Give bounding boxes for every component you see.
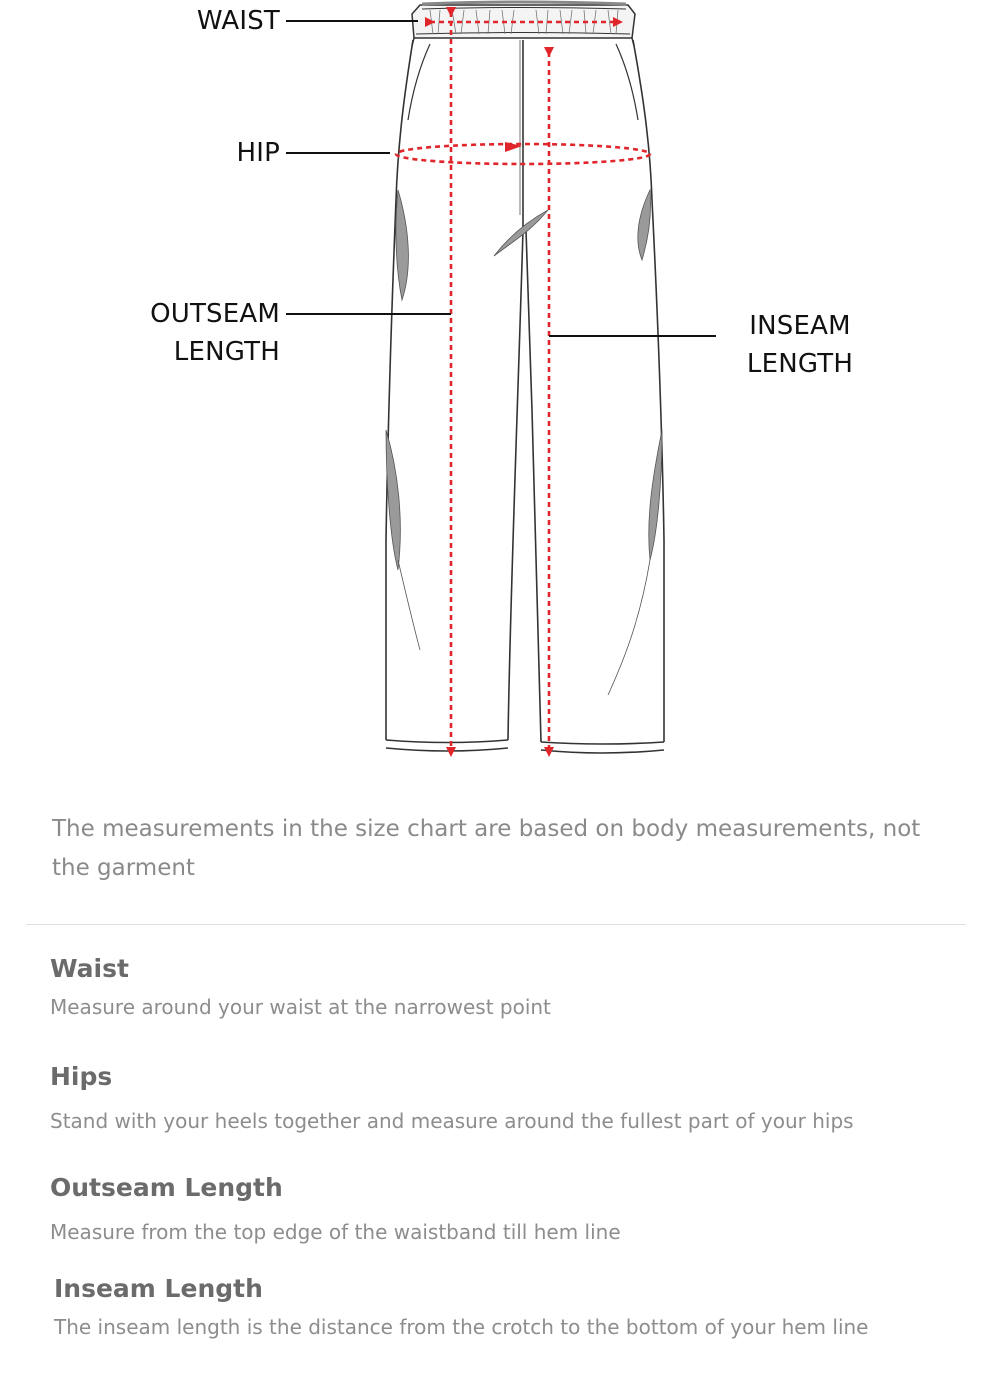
guide-description: Measure from the top edge of the waistband till hem line	[50, 1220, 621, 1244]
inseam-label	[720, 307, 880, 383]
outseam-label-line2: LENGTH	[173, 337, 280, 367]
outseam-label	[100, 295, 280, 371]
guide-item-outseam	[50, 1171, 970, 1247]
guide-item-inseam	[54, 1272, 974, 1342]
fold-lines	[398, 560, 650, 695]
guide-title: Outseam Length	[50, 1173, 283, 1202]
section-divider	[26, 924, 966, 925]
waistband	[412, 2, 635, 46]
guide-description: Stand with your heels together and measure around the fullest part of your hips	[50, 1109, 854, 1133]
inseam-label-line2: LENGTH	[746, 349, 854, 379]
pants-shading	[386, 190, 662, 570]
guide-title: Waist	[50, 954, 129, 983]
waist-label: WAIST	[196, 6, 280, 36]
guide-title: Inseam Length	[54, 1274, 263, 1303]
inseam-label-line1: INSEAM	[749, 311, 851, 341]
guide-item-waist	[50, 952, 970, 1022]
outseam-label-line1: OUTSEAM	[150, 299, 280, 329]
guide-item-hips	[50, 1060, 970, 1136]
hip-label: HIP	[236, 138, 280, 168]
guide-description: The inseam length is the distance from the crotch to the bottom of your hem line	[54, 1315, 869, 1339]
guide-description: Measure around your waist at the narrowest point	[50, 995, 551, 1019]
guide-title: Hips	[50, 1062, 113, 1091]
measurement-note: The measurements in the size chart are based on body measurements, not the garment	[52, 816, 921, 881]
